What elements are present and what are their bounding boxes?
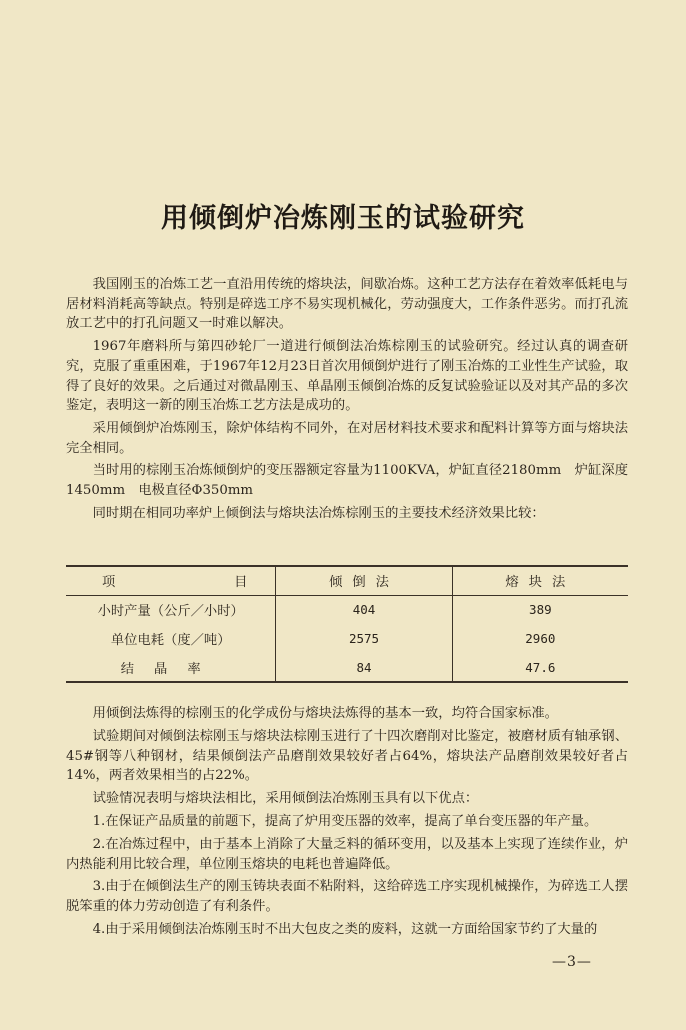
paragraph: 同时期在相同功率炉上倾倒法与熔块法冶炼棕刚玉的主要技术经济效果比较：: [92, 505, 545, 521]
paragraph: 我国刚玉的冶炼工艺一直沿用传统的熔块法，间歇冶炼。这种工艺方法存在着效率低耗电与居材料消耗高等缺点。特别是碎选工序不易实现机械化，劳动强度大，工作条件恶劣。而打孔流放工艺中的打孔问题又一时难以解决。: [66, 277, 628, 332]
row-label: 结晶率: [66, 653, 276, 682]
table-row: [66, 595, 628, 624]
results-text: [66, 704, 628, 940]
paragraph: 3.由于在倾倒法生产的刚玉铸块表面不粘附料，这给碎选工序实现机械操作，为碎选工人摆脱笨重的体力劳动创造了有利条件。: [66, 879, 628, 915]
row-label: 单位电耗（度／吨）: [110, 633, 231, 648]
header-tilt-method: 倾倒法: [276, 566, 452, 595]
table-row: [66, 624, 628, 653]
paragraph: 1967年磨料所与第四砂轮厂一道进行倾倒法冶炼棕刚玉的试验研究。经过认真的调查研究，克服了重重困难，于1967年12月23日首次用倾倒炉进行了刚玉冶炼的工业性生产试验，取得了良好的效果。之后通过对微晶刚玉、单晶刚玉倾倒冶炼的反复试验验证以及对其产品的多次鉴定，表明这一新的刚玉冶炼工艺方法是成功的。: [66, 339, 628, 414]
row-value-tilt: 2575: [276, 624, 452, 653]
paragraph: 试验期间对倾倒法棕刚玉与熔块法棕刚玉进行了十四次磨削对比鉴定，被磨材质有轴承钢、45#钢等八种钢材，结果倾倒法产品磨削效果较好者占64%，熔块法产品磨削效果较好者占14%，两者效果相当的占22%。: [66, 728, 628, 784]
paragraph: 1.在保证产品质量的前题下，提高了炉用变压器的效率，提高了单台变压器的年产量。: [92, 813, 598, 829]
paragraph: 4.由于采用倾倒法冶炼刚玉时不出大包皮之类的废料，这就一方面给国家节约了大量的: [92, 921, 598, 937]
header-item-left: 项: [102, 575, 116, 591]
paragraph: 用倾倒法炼得的棕刚玉的化学成份与熔块法炼得的基本一致，均符合国家标准。: [92, 706, 558, 721]
table-header-row: [66, 566, 628, 595]
paragraph: 2.在冶炼过程中，由于基本上消除了大量乏料的循环变用，以及基本上实现了连续作业，炉内热能利用比较合理，单位刚玉熔块的电耗也普遍降低。: [66, 836, 628, 872]
row-value-block: 2960: [452, 624, 628, 653]
row-value-tilt: 404: [276, 595, 452, 624]
page-title: 用倾倒炉冶炼刚玉的试验研究: [161, 203, 525, 234]
header-item-right: 目: [234, 575, 248, 591]
paragraph: 采用倾倒炉冶炼刚玉，除炉体结构不同外，在对居材料技术要求和配料计算等方面与熔块法完全相同。: [66, 420, 628, 456]
row-value-tilt: 84: [276, 653, 452, 682]
table-row: [66, 653, 628, 682]
row-label: 小时产量（公斤／小时）: [97, 604, 244, 620]
intro-text: [66, 275, 628, 523]
header-block-method: 熔块法: [452, 566, 628, 595]
page-number: —3—: [552, 954, 592, 970]
comparison-table: [66, 565, 628, 683]
paragraph: 试验情况表明与熔块法相比，采用倾倒法冶炼刚玉具有以下优点：: [92, 791, 479, 807]
paragraph: 当时用的棕刚玉冶炼倾倒炉的变压器额定容量为1100KVA，炉缸直径2180mm 炉缸深度1450mm 电极直径Φ350mm: [66, 463, 628, 499]
row-value-block: 389: [452, 595, 628, 624]
row-value-block: 47.6: [452, 653, 628, 682]
header-item: [66, 566, 276, 595]
